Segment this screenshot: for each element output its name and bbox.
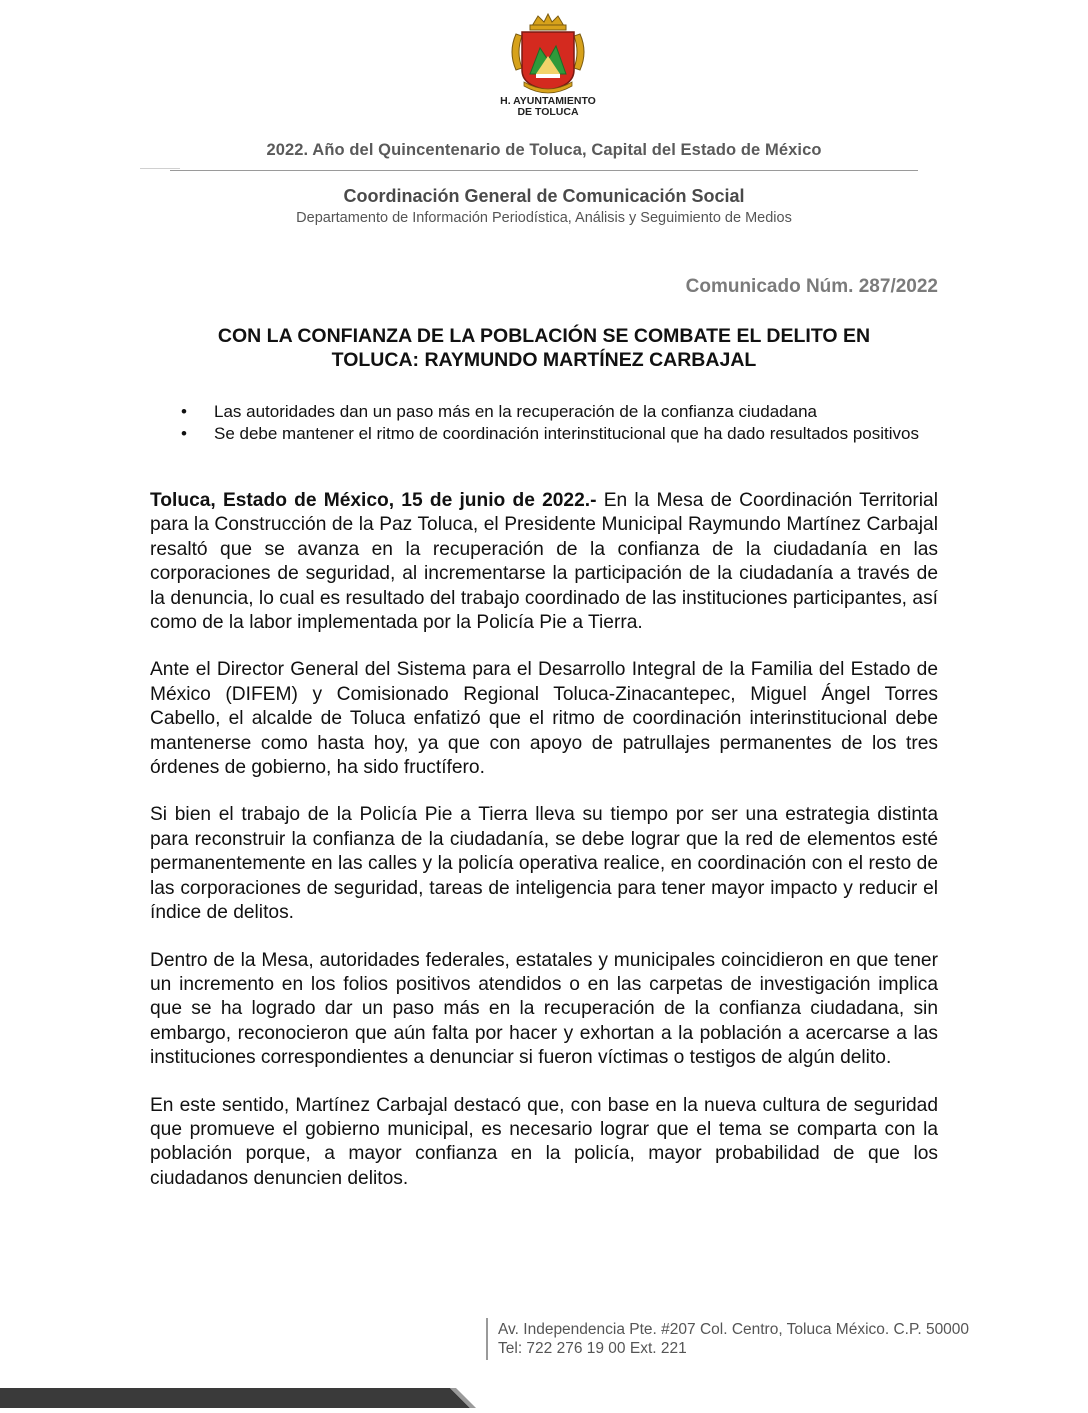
- headline-line1: CON LA CONFIANZA DE LA POBLACIÓN SE COMBATE EL DELITO EN: [217, 325, 871, 347]
- bullet-text: Se debe mantener el ritmo de coordinación interinstitucional que ha dado resultados positivos: [214, 424, 919, 443]
- logo-caption: [470, 96, 626, 118]
- toluca-coat-of-arms-logo: [502, 12, 594, 94]
- summary-bullets: [150, 401, 938, 445]
- headline: [150, 324, 938, 372]
- list-item: [150, 401, 938, 422]
- footer-contact: [498, 1320, 969, 1358]
- logo-caption-line2: DE TOLUCA: [517, 106, 579, 118]
- footer-phone: Tel: 722 276 19 00 Ext. 221: [498, 1340, 687, 1357]
- release-number: Comunicado Núm. 287/2022: [685, 276, 938, 297]
- paragraph-1: [150, 489, 938, 635]
- article-body: [150, 489, 938, 1214]
- header-divider: [170, 170, 918, 171]
- paragraph-5: En este sentido, Martínez Carbajal destacó que, con base en la nueva cultura de seguridad que promueve el gobierno municipal, es necesario lograr que el tema se comparta con la población porque, a mayor confianza en la policía, mayor probabilidad de que los ciudadanos denuncien delitos.: [150, 1094, 938, 1189]
- list-item: [150, 423, 938, 444]
- coordination-title: Coordinación General de Comunicación Social: [343, 186, 745, 206]
- headline-line2: TOLUCA: RAYMUNDO MARTÍNEZ CARBAJAL: [331, 349, 757, 371]
- bullet-icon: •: [181, 424, 187, 443]
- footer-address: Av. Independencia Pte. #207 Col. Centro, Toluca México. C.P. 50000: [498, 1321, 970, 1338]
- header-rule-left: [140, 168, 180, 169]
- footer-divider: [486, 1318, 488, 1360]
- footer-band: [0, 1386, 1088, 1408]
- paragraph-3: Si bien el trabajo de la Policía Pie a Tierra lleva su tiempo por ser una estrategia distinta para reconstruir la confianza de la ciudadanía, se debe lograr que la red de elementos esté permanentemente en las calles y la policía operativa realice, en coordinación con el resto de las corporaciones de seguridad, tareas de inteligencia para tener mayor impacto y reducir el índice de delitos.: [150, 804, 938, 924]
- logo-caption-line1: H. AYUNTAMIENTO: [500, 95, 596, 107]
- coordination-subtitle: Departamento de Información Periodística, Análisis y Seguimiento de Medios: [296, 210, 792, 226]
- paragraph-1-text: En la Mesa de Coordinación Territorial para la Construcción de la Paz Toluca, el Presidente Municipal Raymundo Martínez Carbajal resaltó que se avanza en la recuperación de la confianza de la ciudadanía en las corporaciones de seguridad, al incrementarse la participación de la ciudadanía a través de la denuncia, lo cual es resultado del trabajo coordinado de las instituciones participantes, así como de la labor implementada por la Policía Pie a Tierra.: [150, 490, 938, 634]
- dateline: Toluca, Estado de México, 15 de junio de 2022.-: [150, 490, 597, 511]
- paragraph-2: Ante el Director General del Sistema para el Desarrollo Integral de la Familia del Estado de México (DIFEM) y Comisionado Regional Toluca-Zinacantepec, Miguel Ángel Torres Cabello, el alcalde de Toluca enfatizó que el ritmo de coordinación interinstitucional debe mantenerse como hasta hoy, ya que con apoyo de patrullajes permanentes de los tres órdenes de gobierno, ha sido fructífero.: [150, 659, 938, 779]
- year-motto: 2022. Año del Quincentenario de Toluca, Capital del Estado de México: [266, 141, 822, 159]
- bullet-text: Las autoridades dan un paso más en la recuperación de la confianza ciudadana: [214, 402, 817, 421]
- paragraph-4: Dentro de la Mesa, autoridades federales, estatales y municipales coincidieron en que tener un incremento en los folios positivos atendidos o en las carpetas de investigación implica que se ha logrado dar un paso más en la recuperación de la confianza ciudadana, sin embargo, reconocieron que aún falta por hacer y exhortan a la población a acercarse a las instituciones correspondientes a denunciar si fueron víctimas o testigos de algún delito.: [150, 949, 938, 1069]
- bullet-icon: •: [181, 402, 187, 421]
